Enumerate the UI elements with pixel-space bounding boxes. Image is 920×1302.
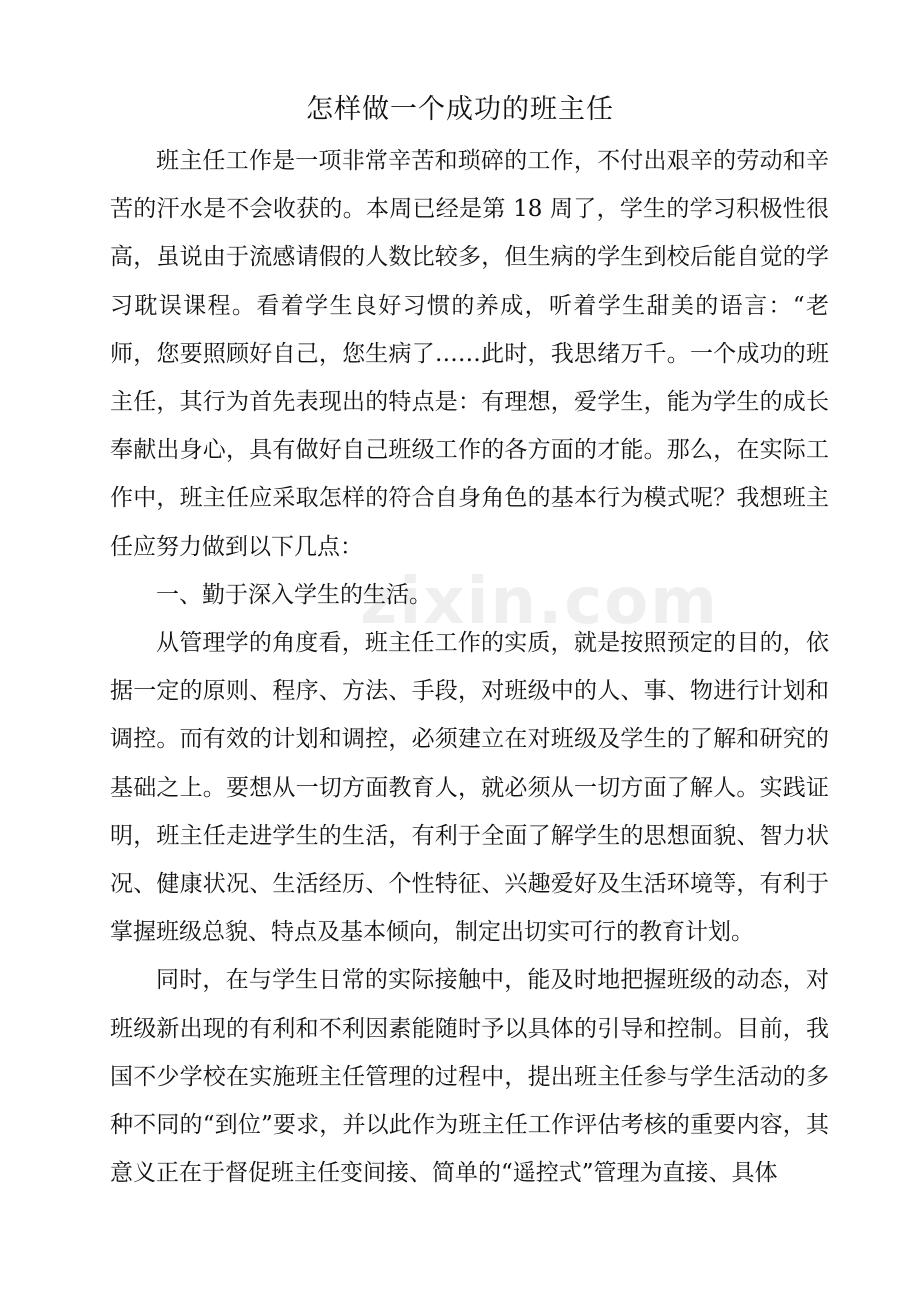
section-heading-1: 一、勤于深入学生的生活。 <box>156 581 432 608</box>
paragraph-meanwhile: 同时，在与学生日常的实际接触中，能及时地把握班级的动态，对班级新出现的有利和不利因素能随时予以具体的引导和控制。目前，我国不少学校在实施班主任管理的过程中，提出班主任参与学生活动的多种不同的“到位”要求，并以此作为班主任工作评估考核的重要内容，其意义正在于督促班主任变间接、简单的“遥控式”管理为直接、具体 <box>110 967 829 1187</box>
paragraph-intro: 班主任工作是一项非常辛苦和琐碎的工作，不付出艰辛的劳动和辛苦的汗水是不会收获的。本周已经是第 18 周了，学生的学习积极性很高，虽说由于流感请假的人数比较多，但生病的学生到校后能自觉的学习耽误课程。看着学生良好习惯的养成，听着学生甜美的语言：“老师，您要照顾好自己，您生病了……此时，我思绪万千。一个成功的班主任，其行为首先表现出的特点是：有理想，爱学生，能为学生的成长奉献出身心，具有做好自己班级工作的各方面的才能。那么，在实际工作中，班主任应采取怎样的符合自身角色的基本行为模式呢？我想班主任应努力做到以下几点： <box>110 148 829 560</box>
watermark: zixin.com <box>360 565 719 639</box>
document-body <box>110 137 829 1197</box>
paragraph-management: 从管理学的角度看，班主任工作的实质，就是按照预定的目的，依据一定的原则、程序、方法、手段，对班级中的人、事、物进行计划和调控。而有效的计划和调控，必须建立在对班级及学生的了解和研究的基础之上。要想从一切方面教育人，就必须从一切方面了解人。实践证明，班主任走进学生的生活，有利于全面了解学生的思想面貌、智力状况、健康状况、生活经历、个性特征、兴趣爱好及生活环境等，有利于掌握班级总貌、特点及基本倾向，制定出切实可行的教育计划。 <box>110 630 829 946</box>
document-title: 怎样做一个成功的班主任 <box>306 94 614 125</box>
